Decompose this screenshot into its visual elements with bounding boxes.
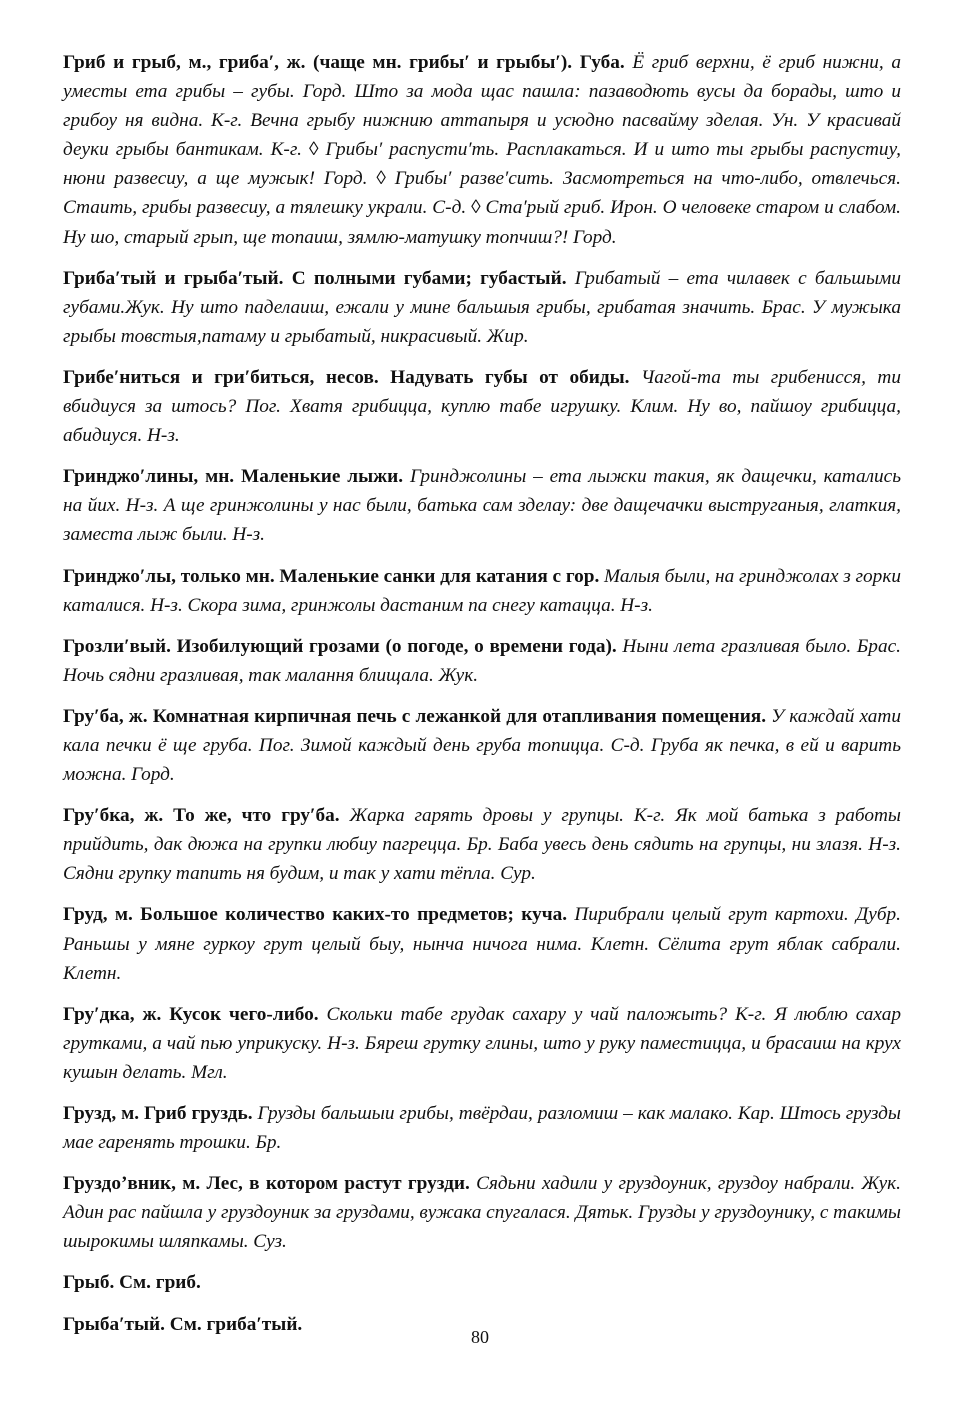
- entry-examples: У каждай хати кала печки ё ще груба. Пог. Зимой каждый день груба топицца. С-д. Груба як печка, в ей и варить можна. Горд.: [63, 705, 901, 786]
- entry-examples: Малыя были, на гринджолах з горки каталися. Н-з. Скора зима, гринжолы дастаним па снегу катацца. Н-з.: [63, 565, 901, 616]
- dictionary-entry: [63, 48, 901, 252]
- dictionary-entry: [63, 264, 901, 351]
- entry-examples: Гринджолины – ета лыжки такия, як дащечки, катались на йих. Н-з. А ще гринжолины у нас были, батька сам зделау: две дащечачки выструганыя, глаткия, заместа лыж были. Н-з.: [63, 466, 901, 546]
- entry-headword: Гру′бка, ж.: [63, 805, 164, 827]
- dictionary-entry: [63, 632, 901, 690]
- dictionary-entry: [63, 801, 901, 888]
- dictionary-entry: [63, 1169, 901, 1256]
- entry-examples: Пирибрали целый грут картохи. Дубр. Раньшы у мяне гуркоу грут целый быу, нынча ничога нима. Клетн. Сёлита грут яблак сабрали. Клетн.: [63, 904, 901, 984]
- entry-definition: Комнатная кирпичная печь с лежанкой для отапливания помещения.: [152, 705, 767, 727]
- entry-examples: Грузды бальшыи грибы, твёрдаи, разломиш – как малако. Кар. Штось грузды мае гаренять трошки. Бр.: [63, 1103, 901, 1154]
- entry-headword: Гру′ба, ж.: [63, 705, 148, 727]
- entry-headword: Грозли′вый.: [63, 635, 171, 657]
- entry-definition: Гриб груздь.: [144, 1103, 253, 1124]
- entry-definition: Кусок чего-либо.: [169, 1003, 319, 1025]
- entry-definition: Маленькие санки для катания с гор.: [279, 565, 600, 587]
- entry-headword: Гриб и грыб, м., гриба′, ж. (чаще мн. грибы′ и грыбы′).: [63, 52, 573, 73]
- entry-headword: Груд, м.: [63, 904, 133, 926]
- entry-definition: Надувать губы от обиды.: [390, 366, 630, 388]
- dictionary-entry: [63, 1099, 901, 1157]
- entry-examples: Грибатый – ета чилавек с бальшыми губами.Жук. Ну што паделаиш, ежали у мине бальшыя грибы, грибатая значить. Брас. У мужыка грыбы товстыя,патаму и грыбатый, никрасивый. Жир.: [63, 267, 901, 347]
- entry-definition: С полными губами; губастый.: [291, 267, 567, 289]
- cross-reference-entry: Грыба′тый. См. гриба′тый.: [63, 1313, 303, 1335]
- entry-definition: То же, что гру′ба.: [173, 805, 340, 827]
- entry-examples: Сядьни хадили у груздоуник, груздоу набрали. Жук. Адин рас пайшла у груздоуник за груздами, вужака спугалася. Дятьк. Грузды у груздоунику, с такимы шырокимы шляпкамы. Суз.: [63, 1173, 901, 1253]
- entry-headword: Грузд, м.: [63, 1103, 140, 1124]
- dictionary-entry: [63, 702, 901, 789]
- dictionary-entry: [63, 562, 901, 620]
- entry-examples: Ныни лета гразливая было. Брас. Ночь сядни гразливая, так малання блищала. Жук.: [63, 635, 901, 686]
- cross-reference-entry: Грыб. См. гриб.: [63, 1272, 201, 1294]
- page-number: 80: [471, 1327, 489, 1347]
- entry-headword: Гру′дка, ж.: [63, 1003, 162, 1025]
- dictionary-entry: [63, 363, 901, 450]
- entry-examples: Ё гриб верхни, ё гриб нижни, а уместы ета грибы – губы. Горд. Што за мода щас пашла: пазаводють вусы да борады, што и грибоу ня видна. К-г. Вечна грыбу нижнию аттапыря и усюдно пасвайму зделая. Ун. У красивай деуки грыбы бантикам. К-г. ◊ Грибы′ распусти′ть. Расплакаться. И и што ты грыбы распустиу, нюни развесиу, а ще мужык! Горд. ◊ Грибы′ разве′сить. Засмотреться на что-либо, отвлечься. Стаить, грибы развесиу, а тялешку украли. С-д. ◊ Ста′рый гриб. Ирон. О человеке старом и слабом. Ну шо, старый грып, ще топаиш, зямлю-матушку топчиш?! Горд.: [63, 52, 901, 248]
- entry-headword: Гриба′тый и грыба′тый.: [63, 267, 284, 289]
- entry-headword: Груздо’вник, м.: [63, 1173, 201, 1195]
- entry-headword: Гринджо′лы, только мн.: [63, 565, 275, 587]
- entry-headword: Гринджо′лины, мн.: [63, 466, 235, 488]
- entry-headword: Грибе′ниться и гри′биться, несов.: [63, 366, 379, 388]
- dictionary-entry: [63, 462, 901, 549]
- dictionary-entry: [63, 900, 901, 987]
- entry-examples: Жарка гарять дровы у групцы. К-г. Як мой батька з работы прийдить, дак дюжа на групки любиу пагрецца. Бр. Баба увесь день сядить на групцы, ни злазя. Н-з. Сядни групку тапить ня будим, и так у хати тёпла. Сур.: [63, 805, 901, 885]
- entry-definition: Лес, в котором растут грузди.: [206, 1173, 470, 1195]
- entry-definition: Большое количество каких-то предметов; куча.: [140, 904, 568, 926]
- entry-examples: Скольки табе грудак сахару у чай паложыть? К-г. Я люблю сахар грутками, а чай пью уприкуску. Н-з. Бяреш грутку глины, што у руку паместицца, и брасаиш на крух кушын делать. Мгл.: [63, 1003, 901, 1083]
- entry-definition: Губа.: [579, 52, 625, 73]
- text-column: [63, 48, 901, 1351]
- entry-examples: Чагой-та ты грибенисся, ти вбидиуся за штось? Пог. Хватя грибицца, куплю табе игрушку. Клим. Ну во, пайшоу грибицца, абидиуся. Н-з.: [63, 366, 901, 447]
- entry-definition: Изобилующий грозами (о погоде, о времени года).: [176, 635, 617, 657]
- dictionary-entry: [63, 1000, 901, 1087]
- entry-definition: Маленькие лыжи.: [241, 466, 404, 488]
